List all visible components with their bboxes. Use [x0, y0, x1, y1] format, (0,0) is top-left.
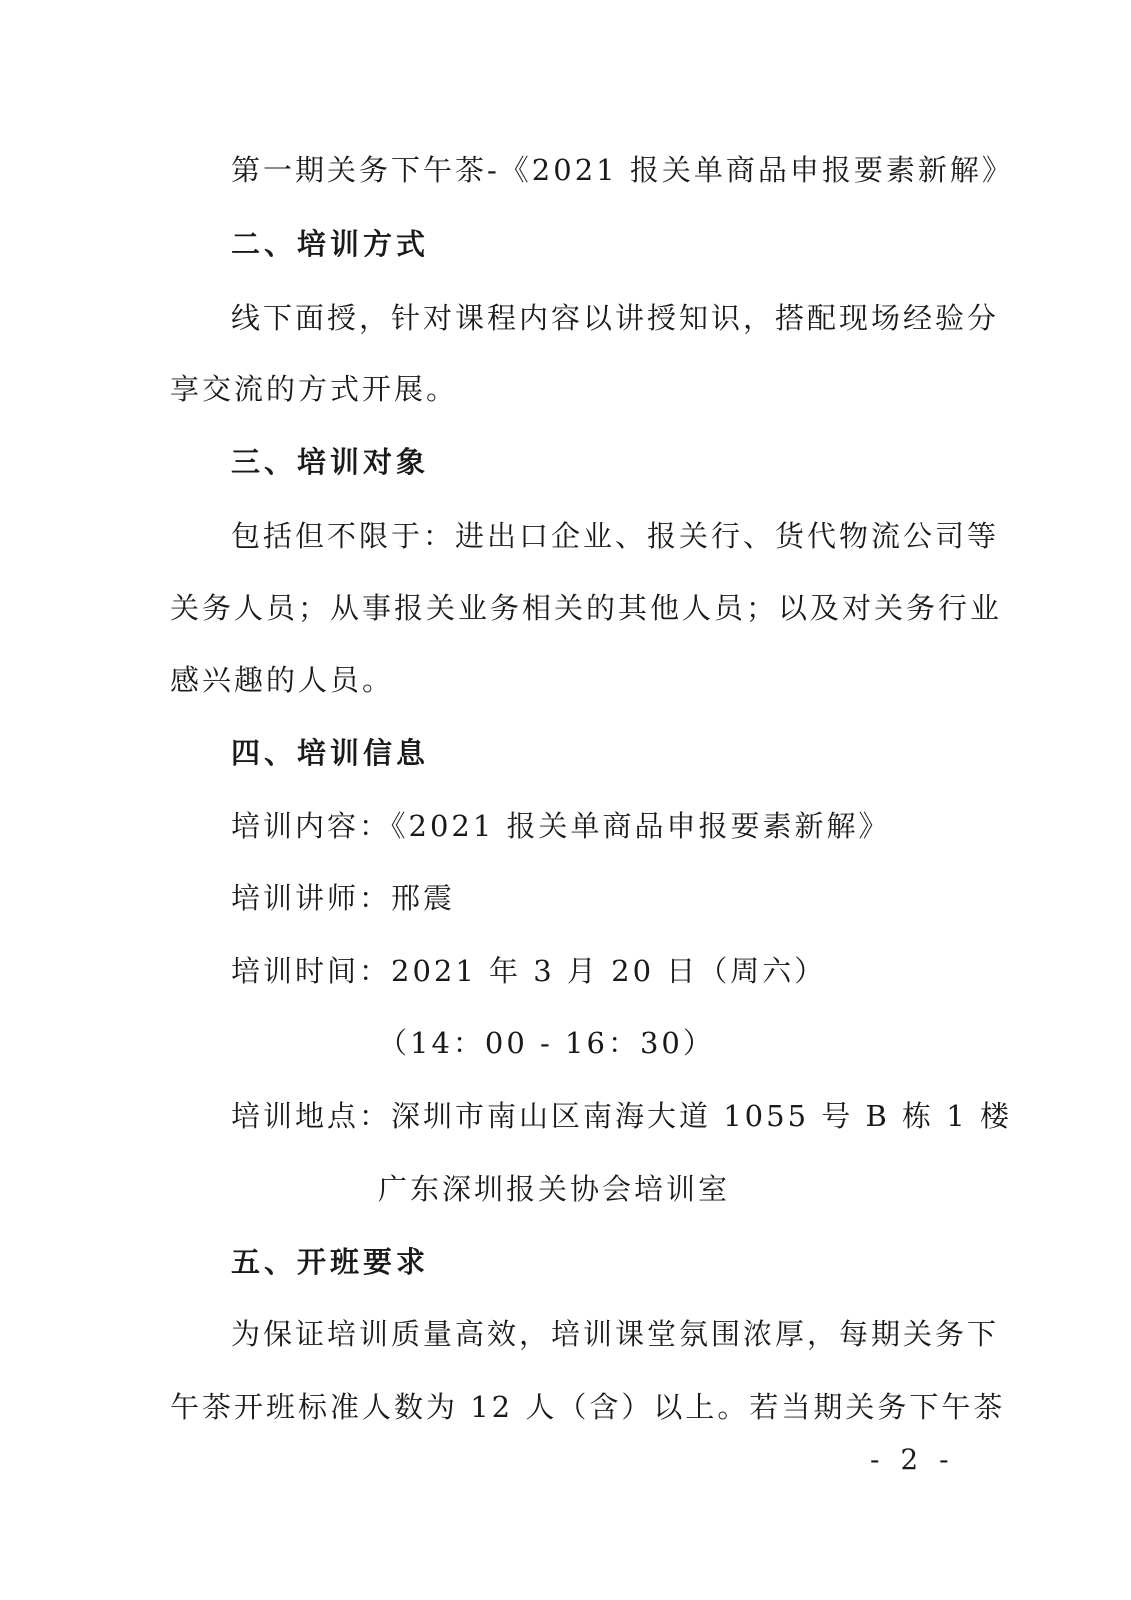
intro-line: 第一期关务下午茶-《2021 报关单商品申报要素新解》 [231, 153, 1014, 187]
info-content: 培训内容：《2021 报关单商品申报要素新解》 [231, 809, 891, 843]
audience-line-3: 感兴趣的人员。 [170, 663, 395, 697]
info-lecturer: 培训讲师：邢震 [231, 881, 456, 915]
audience-line-2: 关务人员；从事报关业务相关的其他人员；以及对关务行业 [170, 591, 1003, 625]
section-heading-requirements: 五、开班要求 [231, 1245, 430, 1279]
method-line-2: 享交流的方式开展。 [170, 372, 459, 406]
requirements-line-1: 为保证培训质量高效，培训课堂氛围浓厚，每期关务下 [231, 1317, 1000, 1351]
info-time-range: （14：00 - 16：30） [378, 1026, 715, 1060]
section-heading-method: 二、培训方式 [231, 227, 430, 261]
info-location: 培训地点：深圳市南山区南海大道 1055 号 B 栋 1 楼 [231, 1099, 1012, 1133]
requirements-line-2: 午茶开班标准人数为 12 人（含）以上。若当期关务下午茶 [170, 1390, 1006, 1424]
info-location-room: 广东深圳报关协会培训室 [378, 1172, 731, 1206]
method-line-1: 线下面授，针对课程内容以讲授知识，搭配现场经验分 [231, 301, 1000, 335]
info-time: 培训时间：2021 年 3 月 20 日（周六） [231, 954, 827, 988]
audience-line-1: 包括但不限于：进出口企业、报关行、货代物流公司等 [231, 519, 1000, 553]
section-heading-info: 四、培训信息 [231, 736, 430, 770]
section-heading-audience: 三、培训对象 [231, 445, 430, 479]
page-number: - 2 - [870, 1443, 955, 1476]
